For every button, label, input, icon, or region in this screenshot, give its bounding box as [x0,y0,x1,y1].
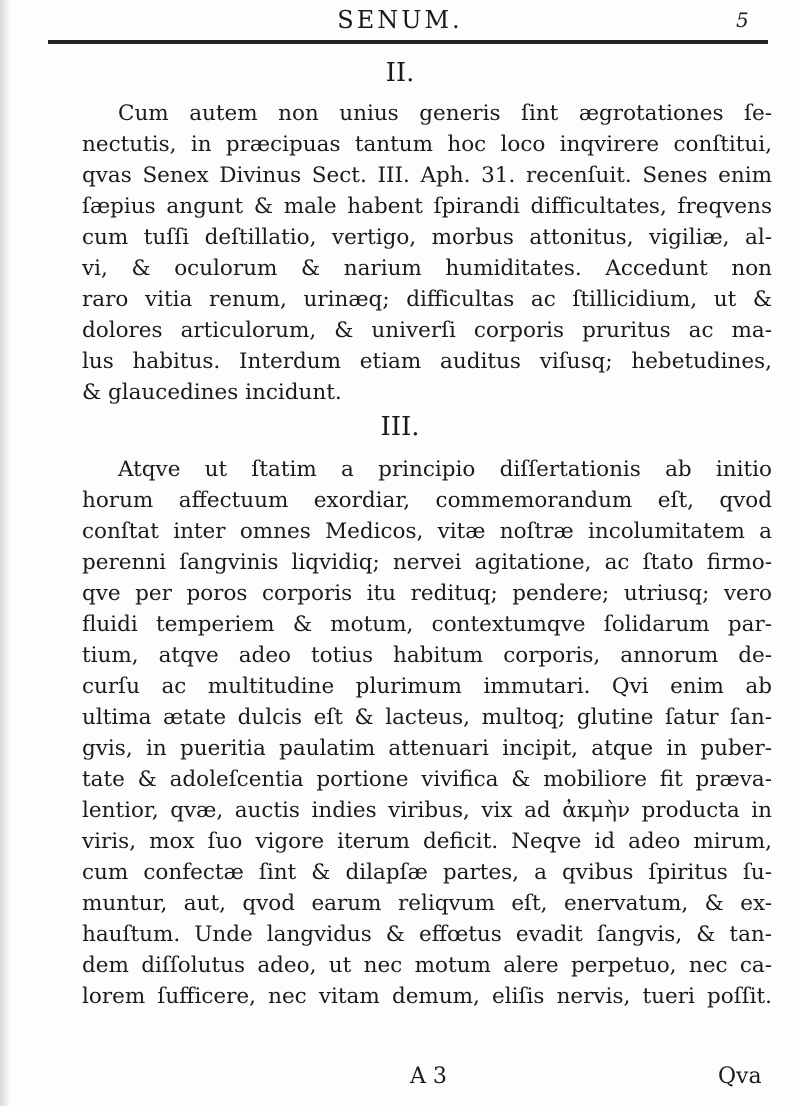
text-line: ultima ætate dulcis eſt & lacteus, multoq; glutine ſatur ſan- [82,705,772,730]
text-line: curſu ac multitudine plurimum immutari. Qvi enim ab [82,674,772,699]
running-head [0,4,800,34]
section-number-iii: III. [380,412,420,442]
text-line: lentior, qvæ, auctis indies viribus, vix ad ἀκμὴν producta in [82,798,772,823]
text-line: dem diſſolutus adeo, ut nec motum alere perpetuo, nec ca- [82,953,772,978]
text-line: fluidi temperiem & motum, contextumqve ſolidarum par- [82,612,772,637]
text-line: horum affectuum exordiar, commemorandum eſt, qvod [82,488,772,513]
text-line: & glaucedines incidunt. [82,380,342,405]
text-line: qve per poros corporis itu redituq; pendere; utriusq; vero [82,581,772,606]
text-line: Atqve ut ſtatim a principio diſſertationis ab initio [118,457,772,482]
catchword: Qva [718,1064,762,1089]
text-line: vi, & oculorum & narium humiditates. Accedunt non [82,256,772,281]
text-line: lorem ſufficere, nec vitam demum, eliſis nervis, tueri poſſit. [82,984,772,1009]
section-number-ii: II. [385,58,415,88]
text-line: qvas Senex Divinus Sect. III. Aph. 31. recenſuit. Senes enim [82,163,772,188]
text-line: conſtat inter omnes Medicos, vitæ noſtræ incolumitatem a [82,519,772,544]
text-line: lus habitus. Interdum etiam auditus viſusq; hebetudines, [82,349,772,374]
paragraph-section-iii [82,454,772,1012]
paragraph-section-ii [82,98,772,408]
page-footer [0,1064,800,1096]
text-line: dolores articulorum, & univerſi corporis pruritus ac ma- [82,318,772,343]
page-gutter-shadow [0,0,10,1106]
text-line: cum confectæ ſint & dilapſæ partes, a qvibus ſpiritus ſu- [82,860,772,885]
text-line: hauſtum. Unde langvidus & effœtus evadit ſangvis, & tan- [82,922,772,947]
head-rule [48,40,768,44]
text-line: gvis, in pueritia paulatim attenuari incipit, atque in puber- [82,736,772,761]
text-line: tium, atqve adeo totius habitum corporis, annorum de- [82,643,772,668]
text-line: cum tuſſi deſtillatio, vertigo, morbus attonitus, vigiliæ, al- [82,225,772,250]
text-line: tate & adoleſcentia portione vivifica & mobiliore fit præva- [82,767,772,792]
text-line: viris, mox ſuo vigore iterum deficit. Neqve id adeo mirum, [82,829,772,854]
text-line: ſæpius angunt & male habent ſpirandi difficultates, freqvens [82,194,772,219]
page-mark: 5 [736,8,749,32]
text-line: Cum autem non unius generis ſint ægrotationes ſe- [118,101,772,126]
text-line: raro vitia renum, urinæq; difficultas ac ſtillicidium, ut & [82,287,772,312]
text-line: perenni ſangvinis liqvidiq; nervei agitatione, ac ſtato firmo- [82,550,772,575]
running-title: SENUM. [337,6,463,34]
text-line: muntur, aut, qvod earum reliqvum eſt, enervatum, & ex- [82,891,772,916]
text-line: nectutis, in præcipuas tantum hoc loco inqvirere conſtitui, [82,132,772,157]
signature-mark: A 3 [410,1064,447,1089]
